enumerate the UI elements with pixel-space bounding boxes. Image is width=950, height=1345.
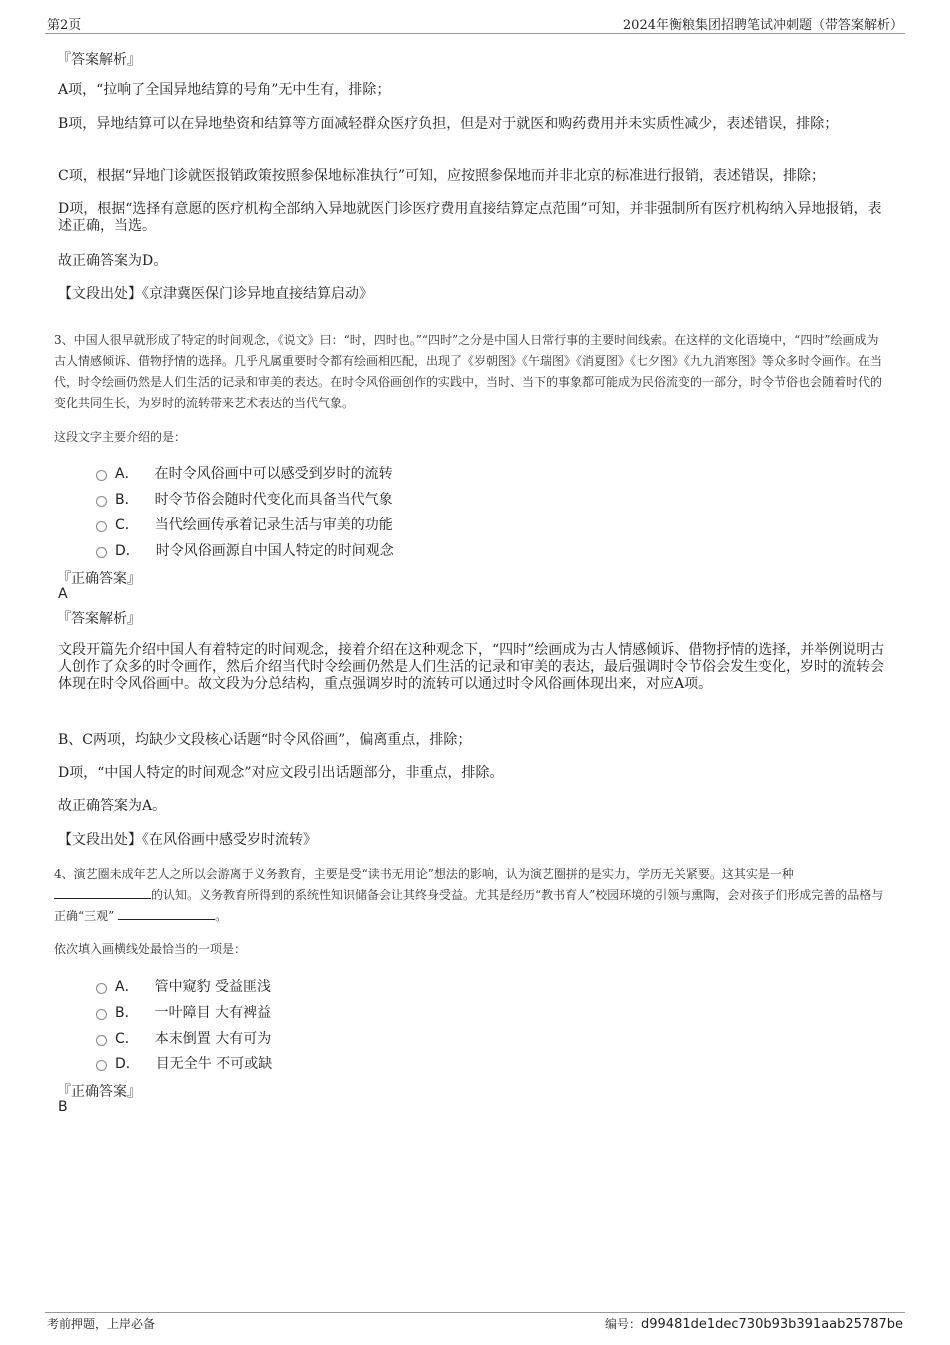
q4-answer-label: 『正确答案』 <box>57 1084 141 1100</box>
q3-analysis-p3: D项，“中国人特定的时间观念”对应文段引出话题部分，非重点，排除。 <box>58 765 504 781</box>
option-letter: C． <box>115 1031 139 1047</box>
code-value: d99481de1dec730b93b391aab25787be <box>641 1317 903 1332</box>
q4-prompt: 依次填入画横线处最恰当的一项是： <box>54 942 247 956</box>
header-divider <box>45 33 905 34</box>
option-letter: A． <box>115 466 139 482</box>
option-text: 时令风俗画源自中国人特定的时间观念 <box>155 543 394 559</box>
q4-option-b[interactable] <box>96 1002 271 1022</box>
q3-prompt: 这段文字主要介绍的是： <box>54 430 187 444</box>
option-text: 在时令风俗画中可以感受到岁时的流转 <box>154 466 393 482</box>
fill-blank-1 <box>54 888 151 899</box>
q3-option-d[interactable] <box>96 540 394 560</box>
document-title: 2024年衡粮集团招聘笔试冲刺题（带答案解析） <box>622 18 903 33</box>
q3-conclusion: 故正确答案为A。 <box>58 798 167 814</box>
option-letter: D． <box>115 543 140 559</box>
option-text: 当代绘画传承着记录生活与审美的功能 <box>154 517 393 533</box>
option-letter: B． <box>115 1005 139 1021</box>
option-letter: A． <box>115 979 139 995</box>
radio-icon[interactable] <box>96 1035 107 1046</box>
radio-icon[interactable] <box>96 1009 107 1020</box>
q2-analysis-a: A项，“拉响了全国异地结算的号角”无中生有，排除； <box>58 82 391 98</box>
q3-option-c[interactable] <box>96 514 393 534</box>
q3-analysis-p2: B、C两项，均缺少文段核心话题“时令风俗画”，偏离重点，排除； <box>58 732 472 748</box>
q3-question-text: 3、中国人很早就形成了特定的时间观念，《说文》曰：“时，四时也。”“四时”之分是中国人日常行事的主要时间线索。在这样的文化语境中，“四时”绘画成为古人情感倾诉、借物抒情的选择。几乎凡属重要时令都有绘画相匹配，出现了《岁朝图》《午瑞图》《消夏图》《七夕图》《九九消寒图》等众多时令画作。在当代，时令绘画仍然是人们生活的记录和审美的表达。在时令风俗画创作的实践中，当时、当下的事象都可能成为民俗流变的一部分，时令节俗也会随着时代的变化共同生长，为岁时的流转带来艺术表达的当代气象。 <box>54 333 883 410</box>
q3-source: 【文段出处】《在风俗画中感受岁时流转》 <box>58 832 317 848</box>
document-code <box>605 1315 903 1332</box>
q4-text-part3: 。 <box>215 909 228 923</box>
q2-analysis-d: D项，根据“选择有意愿的医疗机构全部纳入异地就医门诊医疗费用直接结算定点范围”可知，并非强制所有医疗机构纳入异地报销，表述正确，当选。 <box>58 201 882 234</box>
footer-divider <box>45 1312 905 1313</box>
q2-analysis-b: B项，异地结算可以在异地垫资和结算等方面减轻群众医疗负担，但是对于就医和购药费用并未实质性减少，表述错误，排除； <box>58 116 839 132</box>
code-label: 编号： <box>604 1317 641 1331</box>
q4-text-part2: 的认知。义务教育所得到的系统性知识储备会让其终身受益。尤其是经历“教书育人”校园环境的引领与熏陶，会对孩子们形成完善的品格与正确“三观” <box>54 888 884 923</box>
option-text: 一叶障目 大有裨益 <box>154 1005 272 1021</box>
q2-analysis-c: C项，根据“异地门诊就医报销政策按照参保地标准执行”可知，应按照参保地而并非北京的标准进行报销，表述错误，排除； <box>58 168 826 184</box>
option-text: 本末倒置 大有可为 <box>154 1031 272 1047</box>
q4-answer: B <box>58 1099 68 1115</box>
footer-slogan: 考前押题，上岸必备 <box>47 1317 156 1331</box>
q2-analysis-label: 『答案解析』 <box>57 52 141 68</box>
radio-icon[interactable] <box>96 1060 107 1071</box>
option-text: 管中窥豹 受益匪浅 <box>154 979 272 995</box>
option-text: 时令节俗会随时代变化而具备当代气象 <box>154 492 393 508</box>
q3-analysis-p1: 文段开篇先介绍中国人有着特定的时间观念，接着介绍在这种观念下，“四时”绘画成为古人情感倾诉、借物抒情的选择，并举例说明古人创作了众多的时令画作，然后介绍当代时令绘画仍然是人们生活的记录和审美的表达，最后强调时令节俗会发生变化，岁时的流转会体现在时令风俗画中。故文段为分总结构，重点强调岁时的流转可以通过时令风俗画体现出来，对应A项。 <box>58 642 885 692</box>
fill-blank-2 <box>118 909 215 920</box>
radio-icon[interactable] <box>96 470 107 481</box>
q3-answer: A <box>58 586 68 602</box>
q3-answer-label: 『正确答案』 <box>57 571 141 587</box>
q2-conclusion: 故正确答案为D。 <box>58 253 168 269</box>
option-letter: D． <box>115 1056 140 1072</box>
q3-analysis-label: 『答案解析』 <box>57 611 141 627</box>
radio-icon[interactable] <box>96 496 107 507</box>
q3-option-b[interactable] <box>96 489 393 509</box>
q4-option-a[interactable] <box>96 976 271 996</box>
q3-option-a[interactable] <box>96 463 393 483</box>
page-number: 第2页 <box>47 18 82 33</box>
radio-icon[interactable] <box>96 983 107 994</box>
q4-question-text <box>54 864 890 927</box>
q4-option-d[interactable] <box>96 1053 272 1073</box>
q4-option-c[interactable] <box>96 1028 271 1048</box>
option-letter: B． <box>115 492 139 508</box>
option-text: 目无全牛 不可或缺 <box>155 1056 273 1072</box>
radio-icon[interactable] <box>96 521 107 532</box>
radio-icon[interactable] <box>96 547 107 558</box>
q2-source: 【文段出处】《京津冀医保门诊异地直接结算启动》 <box>58 286 373 302</box>
option-letter: C． <box>115 517 139 533</box>
q4-text-part1: 4、演艺圈未成年艺人之所以会游离于义务教育，主要是受“读书无用论”想法的影响，认为演艺圈拼的是实力，学历无关紧要。这其实是一种 <box>54 867 794 881</box>
